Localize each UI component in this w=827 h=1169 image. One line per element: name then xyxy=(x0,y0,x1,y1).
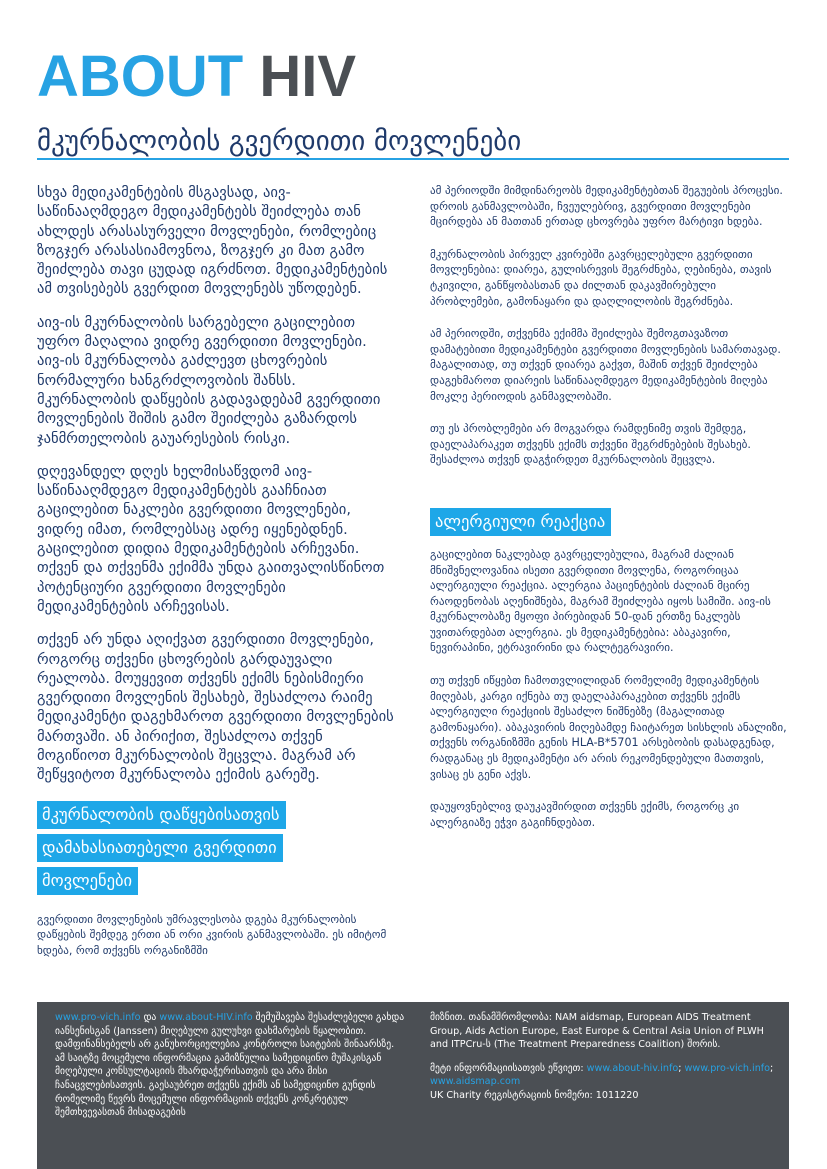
footer-more-info xyxy=(430,1062,780,1103)
paragraph: სხვა მედიკამენტების მსგავსად, აივ-საწინააღმდეგო მედიკამენტებს შეიძლება თან ახლდეს არასასურველი მოვლენები, რომლებიც ზოგჯერ არასასიამოვნოა, ზოგჯერ კი მათ გამო შეიძლება თავი ცუდად იგრძნოთ. მედიკამენტების ამ თვისებებს გვერდით მოვლენებს უწოდებენ. xyxy=(37,184,388,298)
footer xyxy=(37,1002,789,1169)
paragraph: მკურნალობის პირველ კვირებში გავრცელებული გვერდითი მოვლენებია: დიარეა, გულისრევის შეგრძნება, ღებინება, თავის ტკივილი, განწყობასთან და ძილთან დაკავშირებული პრობლემები, გამონაყარი და დაღლილობის შეგრძნება. xyxy=(430,247,772,308)
paragraph: დაუყოვნებლივ დაუკავშირდით თქვენს ექიმს, როგორც კი ალერგიაზე ეჭვი გაგიჩნდებათ. xyxy=(430,800,740,829)
paragraph: ამ პერიოდში მიმდინარეობს მედიკამენტებთან შეგუების პროცესი. დროის განმავლობაში, ჩვეულებრივ, გვერდითი მოვლენები მცირდება ან მათთან ერთად ცხოვრება უფრო მარტივი ხდება. xyxy=(430,184,783,229)
footer-text: და xyxy=(140,1012,160,1023)
section-heading-side-effects xyxy=(37,801,399,900)
footer-charity: UK Charity რეგისტრაციის ნომერი: 1011220 xyxy=(430,1089,639,1101)
section-heading-line: მკურნალობის დაწყებისათვის xyxy=(37,801,286,829)
section-heading-line: ალერგიული რეაქცია xyxy=(430,508,611,536)
footer-disclaimer xyxy=(55,1011,405,1120)
paragraph: აივ-ის მკურნალობის სარგებელი გაცილებით უფრო მაღალია ვიდრე გვერდითი მოვლენები. აივ-ის მკურნალობა გაძლევთ ცხოვრების ნორმალური ხანგრძლოვობის შანსს. მკურნალობის დაწყების გადავადებამ გვერდითი მოვლენების შიშის გამო შეიძლება გაზარდოს ჯანმრთელობის გაუარესების რისკი. xyxy=(37,313,381,447)
brand-logo xyxy=(37,42,356,112)
brand-hiv: HIV xyxy=(259,44,357,109)
footer-info xyxy=(430,1011,780,1113)
footer-text: შემუშავება შესაძლებელი გახდა იანსენისგან (Janssen) მიღებული გულუხვი დახმარების წყალობით. დამფინანსებელს არ განუხორციელებია კონტროლი საიტების შინაარსზე. ამ საიტზე მოცემული ინფორმაცია გამიზნულია სამედიცინო მუშაკისგან მიღებული კონსულტაციის მხარდაჭერისათვის და არა მისი ჩანაცვლებისათვის. გაესაუბრეთ თქვენს ექიმს ან სამედიცინო გუნდის რომელიმე წევრს მოცემული ინფორმაციის თქვენს კონკრეტულ შემთხვევასთან მისადაგების xyxy=(55,1012,405,1119)
footer-more-label: მეტი ინფორმაციისათვის ეწვიეთ: xyxy=(430,1062,587,1074)
paragraph: გაცილებით ნაკლებად გავრცელებულია, მაგრამ ძალიან მნიშვნელოვანია ისეთი გვერდითი მოვლენა, როგორიცაა ალერგიული რეაქცია. ალერგია პაციენტების ძალიან მცირე რაოდენობას აღენიშნება, მაგრამ შეიძლება იყოს სამიში. აივ-ის მკურნალობაზე მყოფი პირებიდან 50-დან ერთზე ნაკლებს უვითარდებათ ალერგია. ეს მედიკამენტებია: აბაკავირი, ნევირაპინი, ეტრავირინი და რალტეგრავირი. xyxy=(430,547,771,655)
footer-link-pro-vich[interactable]: www.pro-vich.info xyxy=(55,1012,141,1023)
brand-about: ABOUT xyxy=(37,44,244,109)
section-heading-allergy xyxy=(430,508,792,541)
footer-link-pro-vich[interactable]: www.pro-vich.info xyxy=(684,1062,771,1074)
paragraph: ამ პერიოდში, თქვენმა ექიმმა შეიძლება შემოგთავაზოთ დამატებითი მედიკამენტები გვერდითი მოვლენების სამართავად. მაგალითად, თუ თქვენ დიარეა გაქვთ, მაშინ თქვენ შეიძლება დაგეხმაროთ დიარეის საწინააღმდეგო მედიკამენტების მიღება მოკლე პერიოდის განმავლობაში. xyxy=(430,327,781,403)
page-title: მკურნალობის გვერდითი მოვლენები xyxy=(37,126,522,157)
section-heading-line: მოვლენები xyxy=(37,867,138,895)
footer-partners: მიზნით. თანამშრომლობა: NAM aidsmap, European AIDS Treatment Group, Aids Action Europe, East Europe & Central Asia Union of PLWH and ITPCru-ს (The Treatment Preparedness Coalition) შორის. xyxy=(430,1012,764,1051)
right-column xyxy=(430,183,792,847)
section-heading-line: დამახასიათებელი გვერდითი xyxy=(37,834,283,862)
paragraph: თქვენ არ უნდა აღიქვათ გვერდითი მოვლენები, როგორც თქვენი ცხოვრების გარდაუვალი რეალობა. მოუყევით თქვენს ექიმს ნებისმიერი გვერდითი მოვლენის შესახებ, შესაძლოა რაიმე მედიკამენტი დაგეხმაროთ გვერდითი მოვლენების მართვაში. ან პირიქით, შესაძლოა თქვენ მოგიწიოთ მკურნალობის შეცვლა. მაგრამ არ შეწყვიტოთ მკურნალობა ექიმის გარეშე. xyxy=(37,631,394,784)
footer-separator: ; xyxy=(678,1062,685,1074)
footer-link-about-hiv[interactable]: www.about-HIV.info xyxy=(159,1012,253,1023)
footer-separator: ; xyxy=(770,1062,774,1074)
footer-link-aidsmap[interactable]: www.aidsmap.com xyxy=(430,1076,521,1088)
title-divider xyxy=(37,158,789,160)
paragraph: თუ თქვენ იწყებთ ჩამოთვლილიდან რომელიმე მედიკამენტის მიღებას, კარგი იქნება თუ დაელაპარაკებით თქვენს ექიმს ალერგიული რეაქციის შესაძლო ნიშნებზე (მაგალითად გამონაყარი). აბაკავირის მიღებამდე ჩაიტარეთ სისხლის ანალიზი, თქვენს ორგანიზმში გენის HLA-B*5701 არსებობის დასადგენად, რადგანაც ეს მედიკამენტი არ არის რეკომენდებული მათთვის, ვისაც ეს გენი აქვს. xyxy=(430,674,787,781)
paragraph: დღევანდელ დღეს ხელმისაწვდომ აივ-საწინააღმდეგო მედიკამენტებს გააჩნიათ გაცილებით ნაკლები გვერდითი მოვლენები, ვიდრე იმათ, რომლებსაც ადრე იყენებდნენ. გაცილებით დიდია მედიკამენტების არჩევანი. თქვენ და თქვენმა ექიმმა უნდა გაითვალისწინოთ პოტენციური გვერდითი მოვლენები მედიკამენტების არჩევისას. xyxy=(37,462,385,615)
left-column xyxy=(37,183,399,972)
paragraph: გვერდითი მოვლენების უმრავლესობა დგება მკურნალობის დაწყების შემდეგ ერთი ან ორი კვირის განმავლობაში. ეს იმიტომ ხდება, რომ თქვენს ორგანიზმში xyxy=(37,912,387,957)
footer-link-about-hiv[interactable]: www.about-hiv.info xyxy=(586,1062,679,1074)
paragraph: თუ ეს პრობლემები არ მოგვარდა რამდენიმე თვის შემდეგ, დაელაპარაკეთ თქვენს ექიმს თქვენი შეგრძნებების შესახებ. შესაძლოა თქვენ დაგჭირდეთ მკურნალობის შეცვლა. xyxy=(430,422,751,467)
